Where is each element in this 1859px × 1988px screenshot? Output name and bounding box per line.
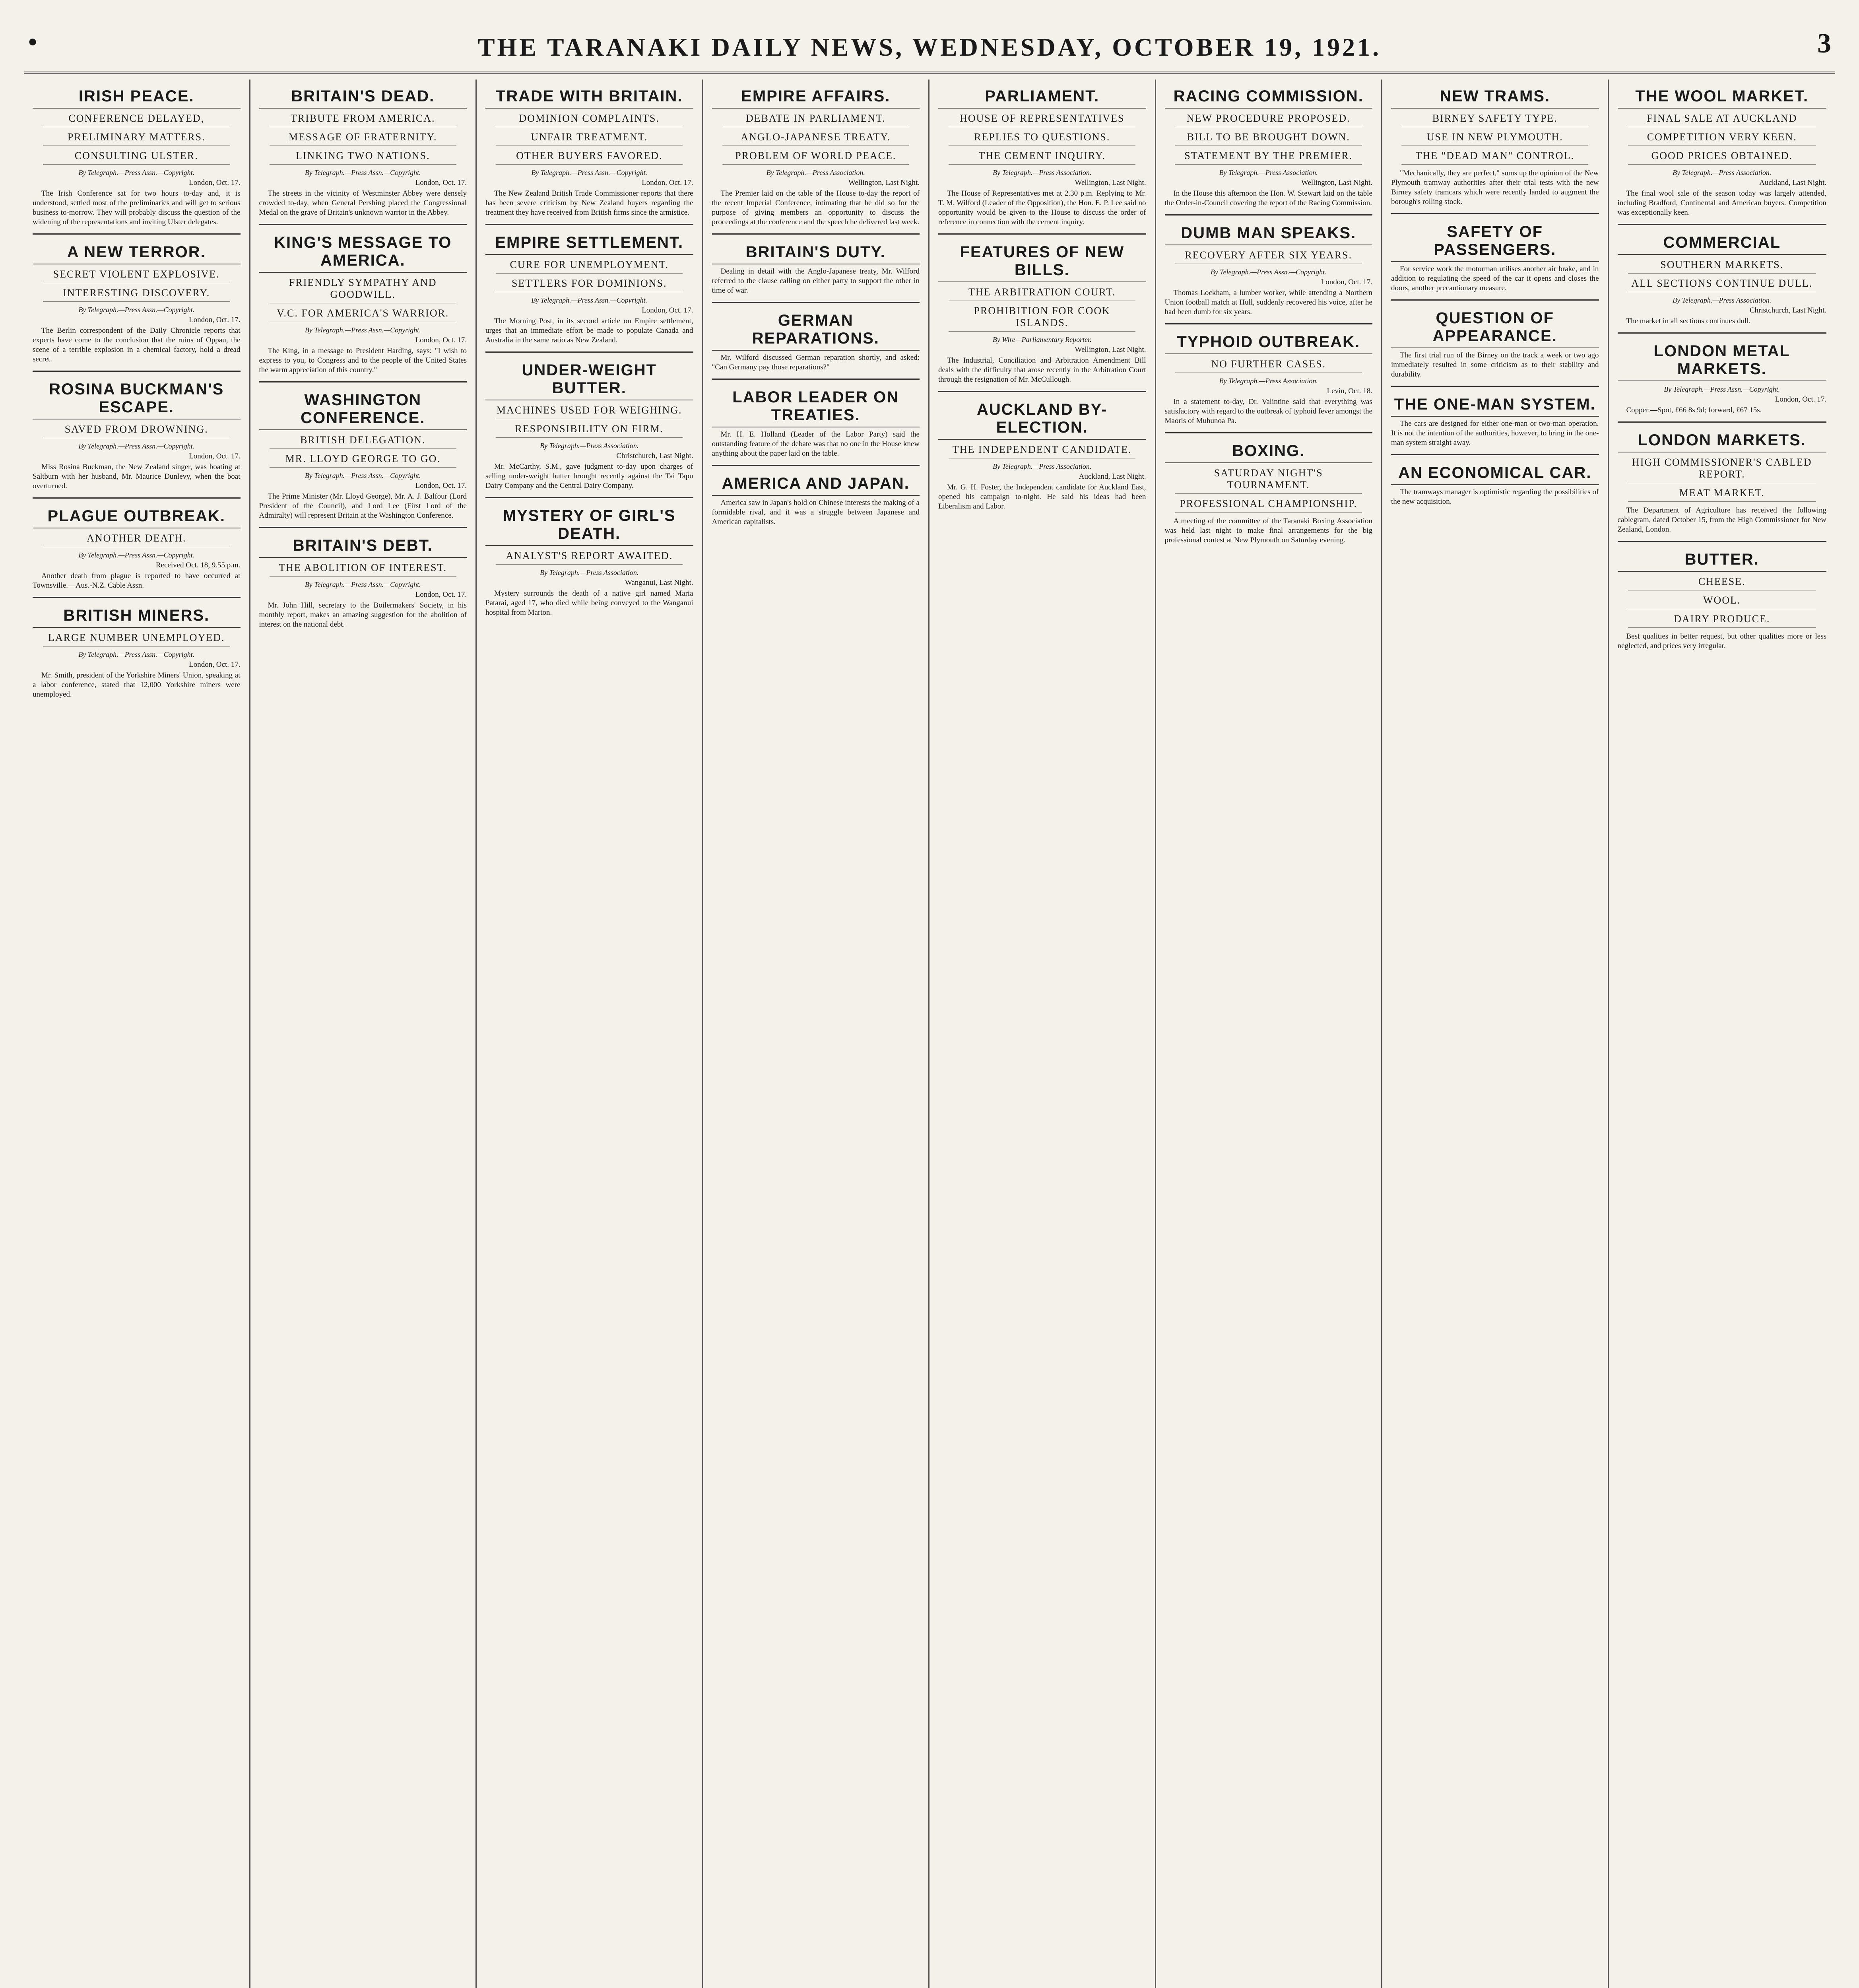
article-subheading: THE ARBITRATION COURT. [949,286,1135,301]
column-4 [703,80,930,1988]
article-subheading: MEAT MARKET. [1628,487,1816,502]
article-headline: IRISH PEACE. [33,85,241,109]
article-divider [938,391,1146,392]
article-credit: By Telegraph.—Press Assn.—Copyright. [78,442,195,450]
article-subheading: PROHIBITION FOR COOK ISLANDS. [949,305,1135,332]
article-body: The cars are designed for either one-man or two-man operation. It is not the intention of the authorities, however, to bring in the one-man system straight away. [1391,419,1599,447]
article-credit: By Telegraph.—Press Association. [1219,377,1318,385]
article-headline: PLAGUE OUTBREAK. [33,505,241,528]
article-credit: By Telegraph.—Press Assn.—Copyright. [531,296,648,304]
article-body: Mr. H. E. Holland (Leader of the Labor Party) said the outstanding feature of the debate was that no one in the House knew anything about the paper laid on the table. [712,430,920,458]
article-headline: BOXING. [1165,440,1373,463]
article-headline: LONDON MARKETS. [1618,429,1827,452]
article-divider [1165,323,1373,324]
article-subheading: TRIBUTE FROM AMERICA. [270,113,456,127]
article-body: The final wool sale of the season today was largely attended, including Bradford, Continental and American buyers. Competition was exceptionally keen. [1617,189,1826,217]
article-divider [1165,432,1373,433]
article-dateline: London, Oct. 17. [415,481,467,490]
article-dateline: London, Oct. 17. [1775,395,1826,404]
article-subheading: FRIENDLY SYMPATHY AND GOODWILL. [270,277,456,303]
article-headline: WASHINGTON CONFERENCE. [259,389,467,430]
masthead [24,24,1835,74]
article-credit: By Wire—Parliamentary Reporter. [992,336,1092,344]
article-subheading: SETTLERS FOR DOMINIONS. [496,278,683,292]
article [259,534,467,629]
article-subheading: WOOL. [1628,594,1816,609]
article-dateline: Received Oct. 18, 9.55 p.m. [155,561,241,569]
article-dateline: Wellington, Last Night. [1075,346,1146,354]
article-dateline: London, Oct. 17. [415,590,467,599]
article-headline: DUMB MAN SPEAKS. [1165,222,1373,245]
article-credit: By Telegraph.—Press Assn.—Copyright. [78,306,195,314]
article-subheading: OTHER BUYERS FAVORED. [496,150,683,165]
article-dateline: Wellington, Last Night. [1075,179,1146,187]
article-subheading: MACHINES USED FOR WEIGHING. [496,404,683,419]
article-subheading: STATEMENT BY THE PREMIER. [1175,150,1362,165]
article-subheading: CHEESE. [1628,576,1816,590]
column-2 [250,80,477,1988]
article-body: The first trial run of the Birney on the track a week or two ago immediately resulted in some criticism as to their stability and durability. [1391,351,1599,379]
article [1391,85,1599,207]
article-credit: By Telegraph.—Press Assn.—Copyright. [78,169,195,177]
article-divider [33,497,241,499]
article-divider [485,497,693,498]
article-dateline: Wanganui, Last Night. [625,579,693,587]
article-subheading: SOUTHERN MARKETS. [1628,259,1816,274]
article [33,85,241,227]
article-divider [1618,541,1827,542]
article-subheading: SECRET VIOLENT EXPLOSIVE. [43,268,230,283]
article-headline: BRITAIN'S DEBT. [259,534,467,558]
article [485,231,693,345]
article-body: Copper.—Spot, £66 8s 9d; forward, £67 15s. [1626,406,1762,414]
article-divider [1618,224,1827,225]
article-subheading: USE IN NEW PLYMOUTH. [1401,131,1588,146]
article-headline: A NEW TERROR. [33,241,241,264]
article-subheading: FINAL SALE AT AUCKLAND [1628,113,1816,127]
article-dateline: London, Oct. 17. [189,316,241,324]
article-credit: By Telegraph.—Press Assn.—Copyright. [78,650,195,658]
article [1618,85,1827,217]
article-headline: BRITAIN'S DEAD. [259,85,467,109]
article-headline: LABOR LEADER ON TREATIES. [712,386,920,427]
article-credit: By Telegraph.—Press Association. [1673,296,1772,304]
newspaper-columns [24,80,1835,1988]
article [1618,231,1827,326]
article-headline: TRADE WITH BRITAIN. [485,85,693,109]
article-subheading: PROFESSIONAL CHAMPIONSHIP. [1175,498,1362,513]
article-headline: LONDON METAL MARKETS. [1618,340,1827,381]
article-headline: BUTTER. [1618,548,1827,572]
article [485,85,693,217]
article-divider [1391,454,1599,455]
article-divider [1618,421,1827,423]
article-subheading: GOOD PRICES OBTAINED. [1628,150,1816,165]
article-body: Thomas Lockham, a lumber worker, while attending a Northern Union football match at Hull, suddenly recovered his voice, after he had been dumb for six years. [1164,289,1372,316]
article [712,472,920,527]
article-credit: By Telegraph.—Press Association. [1219,169,1318,177]
article-subheading: LINKING TWO NATIONS. [270,150,456,165]
article-credit: By Telegraph.—Press Assn.—Copyright. [305,580,421,588]
article [485,505,693,617]
article [259,389,467,520]
article-credit: By Telegraph.—Press Assn.—Copyright. [531,169,648,177]
article-headline: EMPIRE AFFAIRS. [712,85,920,109]
article-subheading: PRELIMINARY MATTERS. [43,131,230,146]
article-body: In a statement to-day, Dr. Valintine said that everything was satisfactory with regard to the outbreak of typhoid fever amongst the Maoris of Muhunoa Pa. [1164,398,1372,425]
article-body: The King, in a message to President Harding, says: "I wish to express to you, to Congress and to the people of the United States the warm appreciation of this country." [259,347,467,374]
article-headline: THE ONE-MAN SYSTEM. [1391,393,1599,417]
article-body: Another death from plague is reported to have occurred at Townsville.—Aus.-N.Z. Cable Assn. [33,572,241,590]
article-body: The Department of Agriculture has received the following cablegram, dated October 15, from the High Commissioner for New Zealand, London. [1617,506,1826,534]
article-dateline: London, Oct. 17. [189,179,241,187]
article-subheading: NEW PROCEDURE PROPOSED. [1175,113,1362,127]
article-subheading: RECOVERY AFTER SIX YEARS. [1175,249,1362,264]
article-headline: COMMERCIAL [1618,231,1827,255]
article-subheading: ANOTHER DEATH. [43,532,230,547]
article-dateline: Auckland, Last Night. [1079,472,1146,481]
newspaper-title: THE TARANAKI DAILY NEWS, WEDNESDAY, OCTOBER 19, 1921. [477,33,1382,61]
article-headline: TYPHOID OUTBREAK. [1165,331,1373,354]
page-number: 3 [1817,28,1831,59]
article-body: The market in all sections continues dull. [1626,317,1751,325]
article-headline: BRITISH MINERS. [33,604,241,628]
article-divider [485,351,693,353]
article-headline: UNDER-WEIGHT BUTTER. [485,359,693,400]
article-body: Mystery surrounds the death of a native girl named Maria Patarai, aged 17, who died while being conveyed to the Wanganui hospital from Marton. [485,589,693,617]
article-divider [259,224,467,225]
article-headline: GERMAN REPARATIONS. [712,309,920,351]
article-divider [259,527,467,528]
article-subheading: DOMINION COMPLAINTS. [496,113,683,127]
article-body: Mr. McCarthy, S.M., gave judgment to-day upon charges of selling under-weight butter brought recently against the Tai Tapu Dairy Company and the Central Dairy Company. [485,462,693,490]
article-body: A meeting of the committee of the Taranaki Boxing Association was held last night to make final arrangements for the big professional contest at New Plymouth on Saturday evening. [1164,517,1372,544]
article [1391,393,1599,448]
article [1618,548,1827,651]
article-divider [485,224,693,225]
article-subheading: THE ABOLITION OF INTEREST. [270,562,456,577]
article [259,231,467,375]
article-dateline: Levin, Oct. 18. [1327,387,1372,395]
article-subheading: LARGE NUMBER UNEMPLOYED. [43,632,230,646]
article-body: The Industrial, Conciliation and Arbitration Amendment Bill deals with the difficulty that arose recently in the Arbitration Court through the resignation of Mr. McCullough. [938,356,1146,384]
article-divider [33,371,241,372]
article-subheading: BIRNEY SAFETY TYPE. [1401,113,1588,127]
article-divider [1391,386,1599,387]
article-subheading: CURE FOR UNEMPLOYMENT. [496,259,683,274]
article-body: In the House this afternoon the Hon. W. Stewart laid on the table the Order-in-Council covering the report of the Racing Commission. [1164,189,1372,207]
column-8 [1609,80,1836,1988]
column-6 [1156,80,1383,1988]
article-headline: AMERICA AND JAPAN. [712,472,920,496]
article-headline: AUCKLAND BY-ELECTION. [938,398,1146,440]
article-body: America saw in Japan's hold on Chinese interests the making of a formidable rival, and it was a struggle between Japanese and American capitalists. [712,499,920,526]
article [1391,462,1599,507]
article-headline: MYSTERY OF GIRL'S DEATH. [485,505,693,546]
article-body: The streets in the vicinity of Westminster Abbey were densely crowded to-day, when General Pershing placed the Congressional Medal on the grave of Britain's unknown warrior in the Abbey. [259,189,467,217]
article-headline: SAFETY OF PASSENGERS. [1391,221,1599,262]
article-dateline: Christchurch, Last Night. [1749,306,1826,315]
article-headline: EMPIRE SETTLEMENT. [485,231,693,255]
article-body: Miss Rosina Buckman, the New Zealand singer, was boating at Saltburn with her husband, Mr. Maurice Dunlevy, when the boat overturned. [33,463,241,490]
article-body: For service work the motorman utilises another air brake, and in addition to regulating the speed of the car it opens and closes the doors, another precautionary measure. [1391,265,1599,292]
article-subheading: THE INDEPENDENT CANDIDATE. [949,444,1135,458]
article-divider [33,597,241,598]
article-headline: RACING COMMISSION. [1165,85,1373,109]
article [938,241,1146,384]
masthead-dot: ● [28,32,38,50]
article-subheading: HIGH COMMISSIONER'S CABLED REPORT. [1628,456,1816,483]
article [712,309,920,372]
article-dateline: London, Oct. 17. [415,336,467,344]
article-body: The tramways manager is optimistic regarding the possibilities of the new acquisition. [1391,488,1599,506]
article-subheading: REPLIES TO QUESTIONS. [949,131,1135,146]
article-subheading: SATURDAY NIGHT'S TOURNAMENT. [1175,467,1362,494]
article-dateline: London, Oct. 17. [1321,278,1372,286]
article-dateline: Christchurch, Last Night. [616,452,693,460]
article-headline: FEATURES OF NEW BILLS. [938,241,1146,282]
article-body: Mr. Wilford discussed German reparation shortly, and asked: "Can Germany pay those reparations?" [712,353,920,371]
article-body: "Mechanically, they are perfect," sums up the opinion of the New Plymouth tramway authorities after their trial tests with the new Birney safety tramcars which were recently landed to augment the borough's rolling stock. [1391,169,1599,206]
article-headline: BRITAIN'S DUTY. [712,241,920,264]
article-subheading: DAIRY PRODUCE. [1628,613,1816,628]
article-subheading: CONFERENCE DELAYED, [43,113,230,127]
article-credit: By Telegraph.—Press Assn.—Copyright. [305,472,421,480]
article [1165,222,1373,317]
article [33,604,241,699]
article-body: The Morning Post, in its second article on Empire settlement, urges that an immediate effort be made to populate Canada and Australia in the same ratio as New Zealand. [485,317,693,344]
article-divider [712,465,920,466]
article-body: Mr. Smith, president of the Yorkshire Miners' Union, speaking at a labor conference, stated that 12,000 Yorkshire miners were unemployed. [33,671,241,699]
article-subheading: ANGLO-JAPANESE TREATY. [722,131,909,146]
article-subheading: HOUSE OF REPRESENTATIVES [949,113,1135,127]
article-body: Mr. G. H. Foster, the Independent candidate for Auckland East, opened his campaign to-night. He said his ideas had been Liberalism and Labor. [938,483,1146,511]
article [712,85,920,227]
article-body: The Prime Minister (Mr. Lloyd George), Mr. A. J. Balfour (Lord President of the Council), and Lord Lee (First Lord of the Admiralty) will represent Britain at the Washington Conference. [259,492,467,520]
article-subheading: MR. LLOYD GEORGE TO GO. [270,453,456,468]
article-subheading: COMPETITION VERY KEEN. [1628,131,1816,146]
article [33,241,241,364]
article-divider [1391,299,1599,301]
article-subheading: V.C. FOR AMERICA'S WARRIOR. [270,307,456,322]
article [712,241,920,295]
article [1618,340,1827,415]
article-headline: ROSINA BUCKMAN'S ESCAPE. [33,378,241,419]
article-subheading: THE CEMENT INQUIRY. [949,150,1135,165]
article-subheading: NO FURTHER CASES. [1175,358,1362,373]
article-subheading: ALL SECTIONS CONTINUE DULL. [1628,278,1816,292]
article [1618,429,1827,534]
article-dateline: London, Oct. 17. [189,452,241,460]
article-credit: By Telegraph.—Press Assn.—Copyright. [305,326,421,334]
article-body: The New Zealand British Trade Commissioner reports that there has been severe criticism by New Zealand buyers regarding the treatment they have received from British firms since the armistice. [485,189,693,217]
article-body: Mr. John Hill, secretary to the Boilermakers' Society, in his monthly report, makes an amazing suggestion for the abolition of interest on the national debt. [259,601,467,629]
article [1391,221,1599,293]
article-body: Best qualities in better request, but other qualities more or less neglected, and prices very irregular. [1617,632,1826,650]
article-headline: AN ECONOMICAL CAR. [1391,462,1599,485]
article-headline: NEW TRAMS. [1391,85,1599,109]
article-body: The Berlin correspondent of the Daily Chronicle reports that experts have come to the conclusion that the ruins of Oppau, the scene of a terrible explosion in a chemical factory, hold a dread secret. [33,326,241,363]
article-body: Dealing in detail with the Anglo-Japanese treaty, Mr. Wilford referred to the clause calling on either party to support the other in time of war. [712,267,920,295]
article-headline: PARLIAMENT. [938,85,1146,109]
article-subheading: RESPONSIBILITY ON FIRM. [496,423,683,438]
article-headline: KING'S MESSAGE TO AMERICA. [259,231,467,273]
article [1165,85,1373,208]
article-divider [712,379,920,380]
article-subheading: DEBATE IN PARLIAMENT. [722,113,909,127]
article-divider [259,381,467,382]
article-body: The Irish Conference sat for two hours to-day and, it is understood, settled most of the preliminaries and will get to serious business to-morrow. They will probably discuss the question of the widening of the representations and inviting Ulster delegates. [33,189,241,226]
article [712,386,920,458]
article-dateline: Wellington, Last Night. [1301,179,1372,187]
article-divider [1618,332,1827,334]
article-divider [1165,214,1373,215]
article-dateline: London, Oct. 17. [642,179,693,187]
article-credit: By Telegraph.—Press Assn.—Copyright. [305,169,421,177]
column-3 [477,80,703,1988]
article-subheading: INTERESTING DISCOVERY. [43,287,230,302]
article-dateline: Wellington, Last Night. [848,179,920,187]
column-1 [24,80,250,1988]
article-subheading: BILL TO BE BROUGHT DOWN. [1175,131,1362,146]
article [33,505,241,590]
article-body: The Premier laid on the table of the House to-day the report of the recent Imperial Conference, intimating that he did so for the purpose of giving members an opportunity to discuss the proceedings at the conference and the speech he delivered last week. [712,189,920,226]
article-subheading: BRITISH DELEGATION. [270,434,456,449]
article-dateline: London, Oct. 17. [189,660,241,669]
column-7 [1382,80,1609,1988]
article-body: The House of Representatives met at 2.30 p.m. Replying to Mr. T. M. Wilford (Leader of the Opposition), the Hon. E. P. Lee said no opportunity would be given to the House to discuss the order of reference in connection with the cement inquiry. [938,189,1146,226]
article-subheading: UNFAIR TREATMENT. [496,131,683,146]
article [938,85,1146,227]
article-credit: By Telegraph.—Press Association. [993,169,1092,177]
article-divider [938,233,1146,235]
article-subheading: CONSULTING ULSTER. [43,150,230,165]
article-divider [712,233,920,235]
article-dateline: London, Oct. 17. [642,306,693,315]
article [33,378,241,491]
article [1165,331,1373,426]
column-5 [930,80,1156,1988]
article-subheading: THE "DEAD MAN" CONTROL. [1401,150,1588,165]
article-subheading: SAVED FROM DROWNING. [43,423,230,438]
article-subheading: PROBLEM OF WORLD PEACE. [722,150,909,165]
article-credit: By Telegraph.—Press Association. [540,569,639,577]
article-divider [1391,213,1599,214]
article-credit: By Telegraph.—Press Association. [1673,169,1772,177]
article-divider [712,302,920,303]
article [1165,440,1373,545]
article-credit: By Telegraph.—Press Association. [540,442,639,450]
article [1391,307,1599,379]
article-credit: By Telegraph.—Press Association. [766,169,865,177]
article-credit: By Telegraph.—Press Assn.—Copyright. [1664,385,1780,393]
article-divider [33,233,241,235]
article-credit: By Telegraph.—Press Association. [993,462,1092,470]
article [259,85,467,217]
article [938,398,1146,511]
article-dateline: London, Oct. 17. [415,179,467,187]
article-headline: QUESTION OF APPEARANCE. [1391,307,1599,348]
article-dateline: Auckland, Last Night. [1759,179,1826,187]
article-headline: THE WOOL MARKET. [1618,85,1827,109]
article [485,359,693,491]
article-subheading: ANALYST'S REPORT AWAITED. [496,550,683,565]
article-subheading: MESSAGE OF FRATERNITY. [270,131,456,146]
article-credit: By Telegraph.—Press Assn.—Copyright. [78,551,195,559]
article-credit: By Telegraph.—Press Assn.—Copyright. [1210,268,1327,276]
